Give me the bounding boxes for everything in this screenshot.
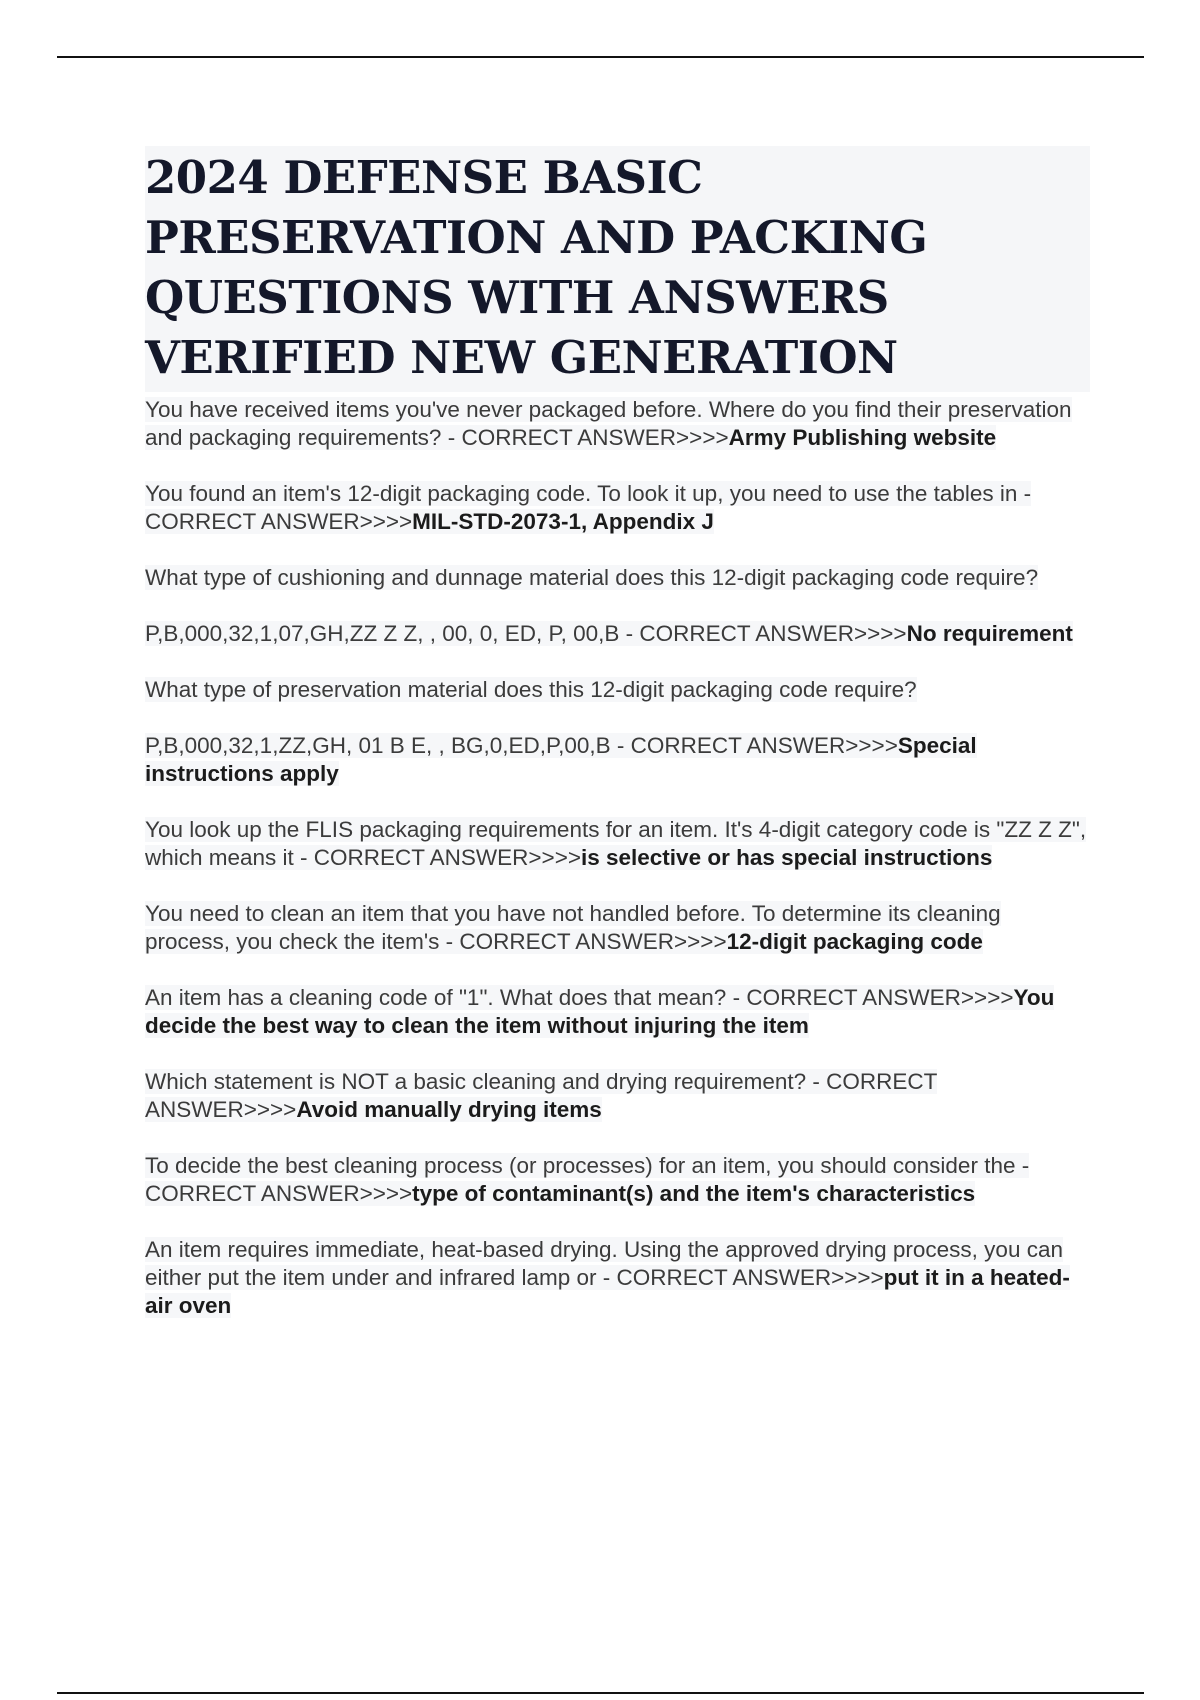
- question-text: What type of preservation material does this 12-digit packaging code require?: [145, 677, 917, 702]
- answer-text: Avoid manually drying items: [296, 1097, 602, 1122]
- question-paragraph: [145, 676, 1090, 704]
- question-text: An item has a cleaning code of "1". What does that mean? - CORRECT ANSWER>>>>: [145, 985, 1014, 1010]
- answer-text: Army Publishing website: [728, 425, 997, 450]
- qa-paragraph: [145, 900, 1090, 956]
- answer-text: Special instructions apply: [145, 733, 977, 786]
- top-rule: [57, 56, 1144, 58]
- qa-paragraph: [145, 1152, 1090, 1208]
- answer-text: is selective or has special instructions: [580, 845, 993, 870]
- answer-text: type of contaminant(s) and the item's characteristics: [412, 1181, 976, 1206]
- qa-paragraph: [145, 984, 1090, 1040]
- answer-text: You decide the best way to clean the item without injuring the item: [145, 985, 1055, 1038]
- document-body: [145, 146, 1090, 1348]
- document-title: 2024 DEFENSE BASIC PRESERVATION AND PACKING QUESTIONS WITH ANSWERS VERIFIED NEW GENERATION: [145, 151, 928, 384]
- answer-text: put it in a heated-air oven: [145, 1265, 1070, 1318]
- title-block: [145, 146, 1090, 392]
- question-text: You look up the FLIS packaging requirements for an item. It's 4-digit category code is "ZZ Z Z", which means it - CORRECT ANSWER>>>>: [145, 817, 1087, 870]
- qa-paragraph: [145, 620, 1090, 648]
- question-text: What type of cushioning and dunnage material does this 12-digit packaging code require?: [145, 565, 1039, 590]
- question-text: To decide the best cleaning process (or processes) for an item, you should consider the - CORRECT ANSWER>>>>: [145, 1153, 1030, 1206]
- question-text: P,B,000,32,1,ZZ,GH, 01 B E, , BG,0,ED,P,00,B - CORRECT ANSWER>>>>: [145, 733, 898, 758]
- qa-paragraph: [145, 816, 1090, 872]
- question-text: You have received items you've never packaged before. Where do you find their preservation and packaging requirements? - CORRECT ANSWER>>>>: [145, 397, 1072, 450]
- answer-text: 12-digit packaging code: [726, 929, 983, 954]
- question-text: An item requires immediate, heat-based drying. Using the approved drying process, you can either put the item under and infrared lamp or - CORRECT ANSWER>>>>: [145, 1237, 1063, 1290]
- bottom-rule: [57, 1692, 1144, 1694]
- question-text: P,B,000,32,1,07,GH,ZZ Z Z, , 00, 0, ED, P, 00,B - CORRECT ANSWER>>>>: [145, 621, 907, 646]
- qa-paragraph: [145, 1236, 1090, 1320]
- question-text: You found an item's 12-digit packaging code. To look it up, you need to use the tables in - CORRECT ANSWER>>>>: [145, 481, 1032, 534]
- qa-paragraph: [145, 732, 1090, 788]
- question-text: Which statement is NOT a basic cleaning and drying requirement? - CORRECT ANSWER>>>>: [145, 1069, 937, 1122]
- qa-paragraph: [145, 1068, 1090, 1124]
- answer-text: No requirement: [906, 621, 1073, 646]
- qa-paragraph: [145, 396, 1090, 452]
- question-paragraph: [145, 564, 1090, 592]
- qa-list: [145, 396, 1090, 1320]
- question-text: You need to clean an item that you have not handled before. To determine its cleaning process, you check the item's - CORRECT ANSWER>>>>: [145, 901, 1001, 954]
- qa-paragraph: [145, 480, 1090, 536]
- answer-text: MIL-STD-2073-1, Appendix J: [412, 509, 714, 534]
